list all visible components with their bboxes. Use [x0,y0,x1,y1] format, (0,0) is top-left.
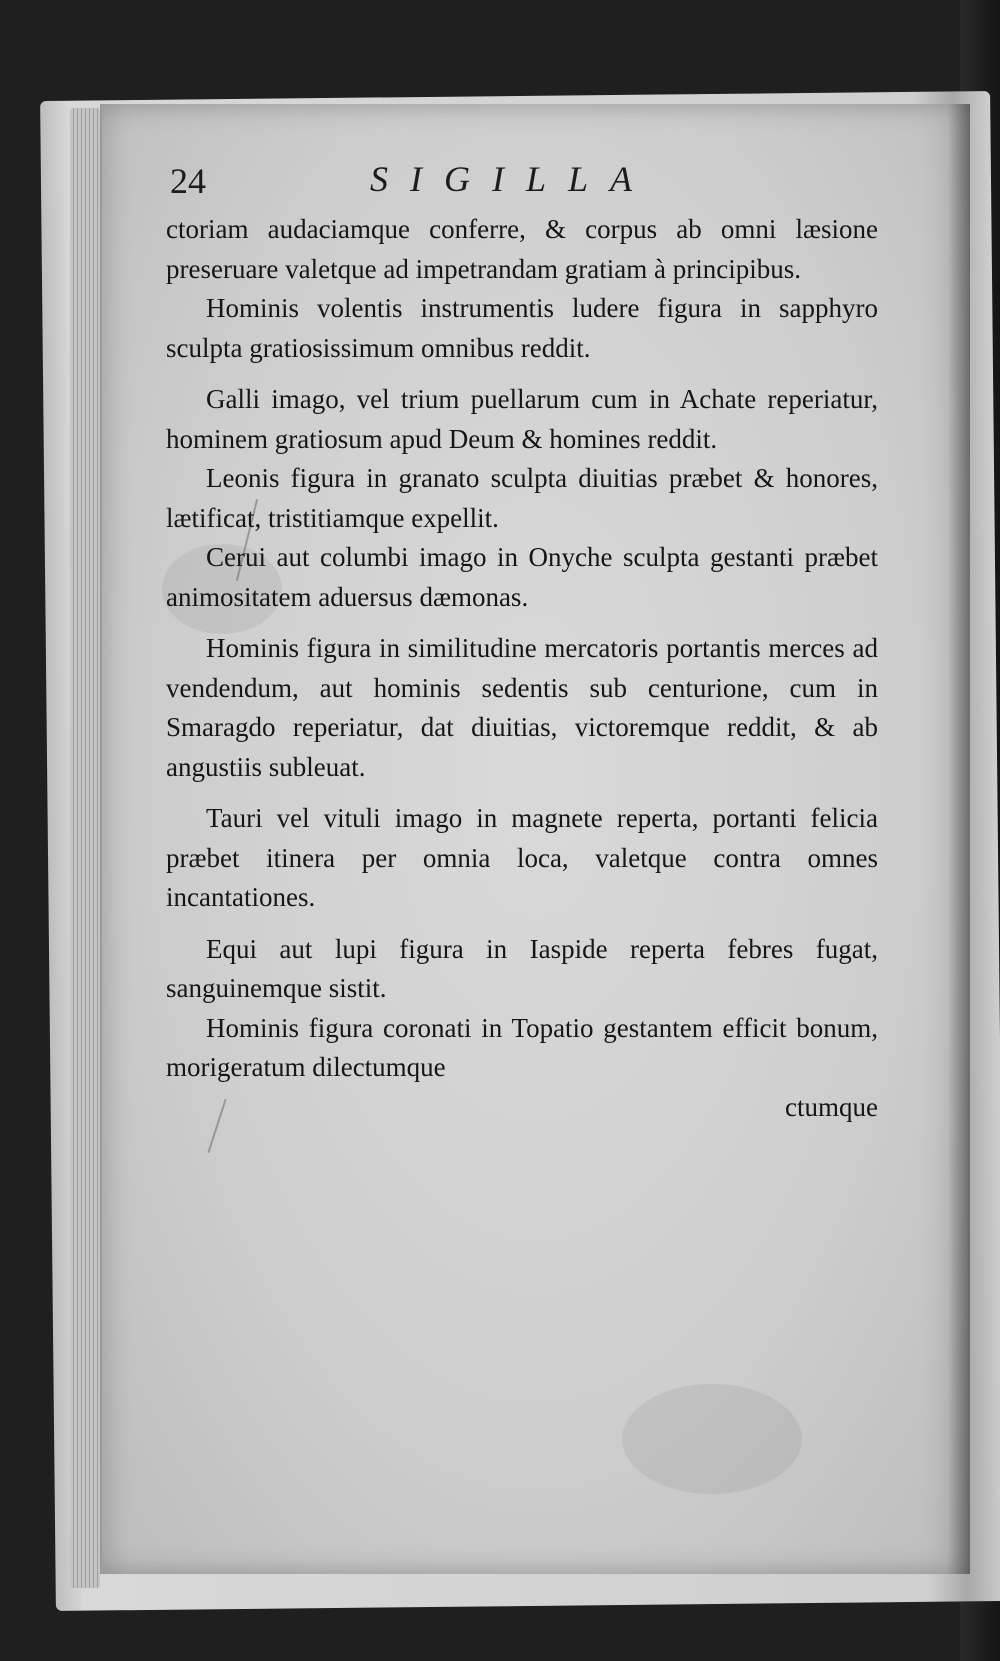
paper-stain [622,1384,802,1494]
paragraph: Tauri vel vituli imago in magnete reperta, portanti felicia præbet itinera per omnia loca, valetque contra omnes incantationes. [166,803,878,912]
paragraph: Cerui aut columbi imago in Onyche sculpta gestanti præbet animositatem aduersus dæmonas. [166,542,878,612]
page-gutter-shadow [948,104,970,1574]
body-text [166,210,878,1127]
page-number: 24 [170,161,206,201]
paragraph: Hominis figura coronati in Topatio gestantem efficit bonum, morigeratum dilectumque [166,1012,878,1082]
paragraph: Hominis figura in similitudine mercatoris portantis merces ad vendendum, aut hominis sedentis sub centurione, cum in Smaragdo reperiatur, dat diuitias, victoremque reddit, & ab angustiis subleuat. [166,633,878,782]
page-stack-edge [70,108,100,1588]
paragraph: ctoriam audaciamque conferre, & corpus ab omni læsione preseruare valetque ad impetrandam gratiam à principibus. [166,214,878,284]
paragraph: Hominis volentis instrumentis ludere figura in sapphyro sculpta gratiosissimum omnibus reddit. [166,293,878,363]
paragraph: Galli imago, vel trium puellarum cum in Achate reperiatur, hominem gratiosum apud Deum & homines reddit. [166,384,878,454]
paragraph: Equi aut lupi figura in Iaspide reperta febres fugat, sanguinemque sistit. [166,933,878,1003]
catchword: ctumque [785,1091,878,1122]
page-header [170,158,810,214]
running-head: SIGILLA [370,159,655,199]
paragraph: Leonis figura in granato sculpta diuitias præbet & honores, lætificat, tristitiamque expellit. [166,463,878,533]
